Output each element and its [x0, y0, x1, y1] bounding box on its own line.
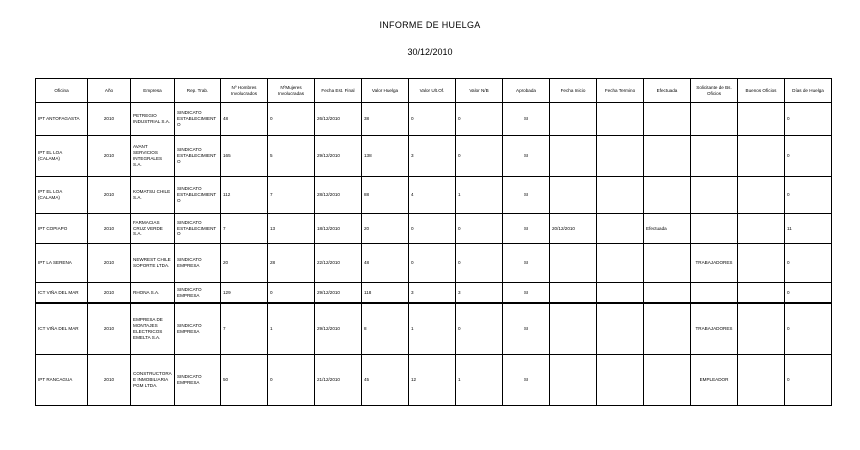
cell-aprobada: SI	[503, 244, 550, 283]
header-fecha-inicio: Fecha Inicio	[550, 79, 597, 103]
cell-rep-trab: SINDICATO ESTABLECIMIENTO	[175, 136, 221, 177]
cell-fecha-final: 18/12/2010	[315, 214, 362, 244]
cell-aprobada: SI	[503, 355, 550, 406]
cell-valor-huelga: 118	[362, 283, 409, 304]
cell-empresa: PETREGIO INDUSTRIAL S.A.	[131, 103, 175, 136]
cell-dias-huelga: 0	[785, 283, 832, 304]
cell-aprobada: SI	[503, 136, 550, 177]
cell-empresa: EMPRESA DE MONTAJES ELECTRICOS EMELTA S.A.	[131, 303, 175, 355]
cell-fecha-inicio	[550, 103, 597, 136]
cell-fecha-termino	[597, 303, 644, 355]
cell-dias-huelga: 0	[785, 303, 832, 355]
cell-oficina: IPT COPIAPO	[36, 214, 88, 244]
cell-fecha-final: 29/12/2010	[315, 283, 362, 304]
header-valor-huelga: Valor Huelga	[362, 79, 409, 103]
cell-efectuada	[644, 103, 691, 136]
cell-valor-nb: 0	[456, 136, 503, 177]
cell-valor-nb: 3	[456, 283, 503, 304]
table-row	[36, 136, 832, 177]
cell-valor-ult-of: 0	[409, 244, 456, 283]
cell-empresa: AVANT SERVICIOS INTEGRALES S.A.	[131, 136, 175, 177]
cell-buenos-oficios	[738, 303, 785, 355]
cell-fecha-final: 29/12/2010	[315, 136, 362, 177]
cell-valor-huelga: 38	[362, 103, 409, 136]
cell-solicitante: TRABAJADORES	[691, 303, 738, 355]
cell-ano: 2010	[88, 103, 131, 136]
cell-solicitante	[691, 283, 738, 304]
cell-rep-trab: SINDICATO ESTABLECIMIENTO	[175, 214, 221, 244]
header-fecha-termino: Fecha Termino	[597, 79, 644, 103]
cell-empresa: KOMATSU CHILE S.A.	[131, 177, 175, 214]
cell-valor-ult-of: 3	[409, 283, 456, 304]
table-row	[36, 244, 832, 283]
cell-fecha-inicio	[550, 283, 597, 304]
cell-fecha-termino	[597, 283, 644, 304]
header-valor-nb: Valor N/B	[456, 79, 503, 103]
cell-valor-huelga: 48	[362, 244, 409, 283]
cell-hombres: 7	[221, 214, 268, 244]
cell-oficina: IPT RANCAGUA	[36, 355, 88, 406]
report-title: INFORME DE HUELGA	[379, 20, 481, 30]
header-ano: Año	[88, 79, 131, 103]
header-solicitante: Solicitante de Bs. Oficios	[691, 79, 738, 103]
cell-fecha-termino	[597, 103, 644, 136]
cell-dias-huelga: 0	[785, 136, 832, 177]
cell-solicitante: EMPLEADOR	[691, 355, 738, 406]
table-row	[36, 283, 832, 304]
cell-valor-ult-of: 0	[409, 103, 456, 136]
cell-valor-nb: 1	[456, 355, 503, 406]
cell-efectuada	[644, 244, 691, 283]
cell-fecha-inicio	[550, 177, 597, 214]
cell-efectuada	[644, 303, 691, 355]
cell-valor-huelga: 20	[362, 214, 409, 244]
cell-oficina: IPT EL LOA (CALAMA)	[36, 136, 88, 177]
cell-buenos-oficios	[738, 177, 785, 214]
cell-valor-huelga: 45	[362, 355, 409, 406]
cell-ano: 2010	[88, 177, 131, 214]
header-efectuada: Efectuada	[644, 79, 691, 103]
cell-fecha-inicio	[550, 303, 597, 355]
cell-ano: 2010	[88, 136, 131, 177]
header-oficina: Oficina	[36, 79, 88, 103]
cell-solicitante	[691, 103, 738, 136]
cell-mujeres: 5	[268, 136, 315, 177]
strike-report-table	[35, 78, 832, 406]
cell-fecha-final: 26/12/2010	[315, 103, 362, 136]
cell-valor-huelga: 88	[362, 177, 409, 214]
cell-efectuada: Efectuada	[644, 214, 691, 244]
cell-rep-trab: SINDICATO EMPRESA	[175, 244, 221, 283]
cell-fecha-termino	[597, 214, 644, 244]
cell-valor-ult-of: 1	[409, 303, 456, 355]
cell-buenos-oficios	[738, 136, 785, 177]
cell-hombres: 50	[221, 355, 268, 406]
cell-solicitante	[691, 136, 738, 177]
cell-valor-nb: 1	[456, 177, 503, 214]
cell-mujeres: 0	[268, 283, 315, 304]
cell-mujeres: 0	[268, 355, 315, 406]
report-date: 30/12/2010	[407, 47, 453, 57]
cell-mujeres: 7	[268, 177, 315, 214]
cell-valor-ult-of: 3	[409, 136, 456, 177]
table-row	[36, 103, 832, 136]
cell-oficina: IPT ANTOFAGASTA	[36, 103, 88, 136]
cell-ano: 2010	[88, 283, 131, 304]
cell-hombres: 129	[221, 283, 268, 304]
cell-valor-nb: 0	[456, 303, 503, 355]
cell-oficina: ICT VIÑA DEL MAR	[36, 283, 88, 304]
cell-valor-ult-of: 12	[409, 355, 456, 406]
cell-empresa: FARMACIAS CRUZ VERDE S.A.	[131, 214, 175, 244]
cell-ano: 2010	[88, 355, 131, 406]
cell-oficina: IPT EL LOA (CALAMA)	[36, 177, 88, 214]
header-aprobada: Aprobada	[503, 79, 550, 103]
table-header-row	[36, 79, 832, 103]
cell-hombres: 165	[221, 136, 268, 177]
cell-aprobada: SI	[503, 283, 550, 304]
cell-buenos-oficios	[738, 355, 785, 406]
cell-ano: 2010	[88, 244, 131, 283]
cell-valor-huelga: 138	[362, 136, 409, 177]
header-hombres: Nº Hombres Involucrados	[221, 79, 268, 103]
cell-dias-huelga: 0	[785, 103, 832, 136]
cell-fecha-inicio: 20/12/2010	[550, 214, 597, 244]
cell-empresa: NEWREST CHILE SOPORTE LTDA.	[131, 244, 175, 283]
cell-dias-huelga: 0	[785, 355, 832, 406]
cell-valor-nb: 0	[456, 103, 503, 136]
cell-valor-nb: 0	[456, 244, 503, 283]
header-rep-trab: Rep. Trab.	[175, 79, 221, 103]
cell-ano: 2010	[88, 214, 131, 244]
cell-mujeres: 13	[268, 214, 315, 244]
cell-aprobada: SI	[503, 303, 550, 355]
table-row	[36, 303, 832, 355]
table-row	[36, 214, 832, 244]
header-empresa: Empresa	[131, 79, 175, 103]
cell-fecha-inicio	[550, 136, 597, 177]
cell-fecha-termino	[597, 244, 644, 283]
cell-oficina: ICT VIÑA DEL MAR	[36, 303, 88, 355]
cell-ano: 2010	[88, 303, 131, 355]
cell-mujeres: 1	[268, 303, 315, 355]
cell-dias-huelga: 11	[785, 214, 832, 244]
cell-fecha-final: 22/12/2010	[315, 244, 362, 283]
cell-dias-huelga: 0	[785, 244, 832, 283]
cell-hombres: 7	[221, 303, 268, 355]
cell-fecha-final: 21/12/2010	[315, 355, 362, 406]
cell-fecha-final: 28/12/2010	[315, 177, 362, 214]
cell-efectuada	[644, 177, 691, 214]
cell-rep-trab: SINDICATO ESTABLECIMIENTO	[175, 177, 221, 214]
cell-mujeres: 0	[268, 103, 315, 136]
cell-valor-huelga: 8	[362, 303, 409, 355]
cell-buenos-oficios	[738, 103, 785, 136]
cell-oficina: IPT LA SERENA	[36, 244, 88, 283]
cell-fecha-inicio	[550, 355, 597, 406]
cell-mujeres: 28	[268, 244, 315, 283]
header-buenos-oficios: Buenos Oficios	[738, 79, 785, 103]
cell-rep-trab: SINDICATO ESTABLECIMIENTO	[175, 103, 221, 136]
cell-efectuada	[644, 283, 691, 304]
cell-rep-trab: SINDICATO EMPRESA	[175, 355, 221, 406]
cell-solicitante	[691, 214, 738, 244]
table-row	[36, 355, 832, 406]
header-dias-huelga: Días de Huelga	[785, 79, 832, 103]
cell-empresa: CONSTRUCTORA E INMOBILIARIA PGM LTDA.	[131, 355, 175, 406]
cell-aprobada: SI	[503, 214, 550, 244]
header-valor-ult-of: Valor Ult.Of.	[409, 79, 456, 103]
cell-empresa: RHONA S.A.	[131, 283, 175, 304]
cell-valor-nb: 0	[456, 214, 503, 244]
cell-solicitante: TRABAJADORES	[691, 244, 738, 283]
cell-fecha-termino	[597, 177, 644, 214]
cell-hombres: 48	[221, 103, 268, 136]
table-row	[36, 177, 832, 214]
cell-valor-ult-of: 0	[409, 214, 456, 244]
cell-fecha-termino	[597, 355, 644, 406]
cell-buenos-oficios	[738, 244, 785, 283]
cell-solicitante	[691, 177, 738, 214]
cell-aprobada: SI	[503, 177, 550, 214]
cell-fecha-inicio	[550, 244, 597, 283]
cell-fecha-termino	[597, 136, 644, 177]
cell-hombres: 20	[221, 244, 268, 283]
cell-buenos-oficios	[738, 283, 785, 304]
cell-efectuada	[644, 136, 691, 177]
cell-buenos-oficios	[738, 214, 785, 244]
cell-efectuada	[644, 355, 691, 406]
header-mujeres: NºMujeres Involucradas	[268, 79, 315, 103]
cell-rep-trab: SINDICATO EMPRESA	[175, 283, 221, 304]
cell-valor-ult-of: 4	[409, 177, 456, 214]
cell-fecha-final: 29/12/2010	[315, 303, 362, 355]
cell-hombres: 112	[221, 177, 268, 214]
header-fecha-final: Fecha Est. Final	[315, 79, 362, 103]
cell-dias-huelga: 0	[785, 177, 832, 214]
cell-rep-trab: SINDICATO EMPRESA	[175, 303, 221, 355]
cell-aprobada: SI	[503, 103, 550, 136]
